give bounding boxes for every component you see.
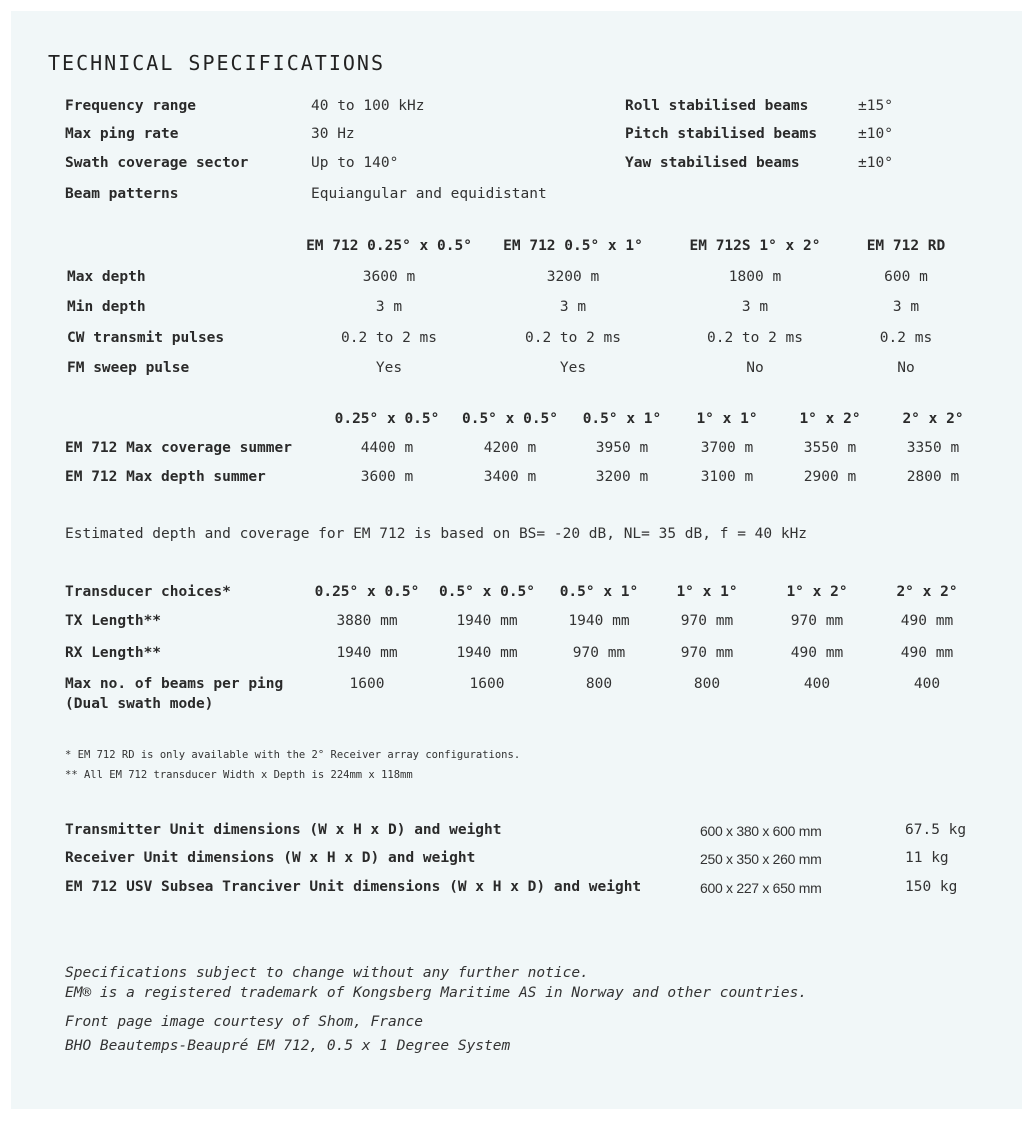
table-cell: 1940 mm [456, 613, 518, 629]
table-cell: No [897, 360, 915, 376]
column-header: 1° x 1° [696, 411, 758, 427]
table-cell: 3880 mm [336, 613, 398, 629]
row-label: EM 712 USV Subsea Tranciver Unit dimensions (W x H x D) and weight [65, 879, 642, 895]
column-header: 0.5° x 1° [582, 411, 662, 427]
column-header: 0.5° x 0.5° [438, 584, 536, 600]
table-cell: 3100 m [700, 469, 754, 485]
table-cell: 3 m [892, 299, 920, 315]
table-cell: 490 mm [900, 645, 954, 661]
spec-value: Up to 140° [311, 155, 399, 171]
table-cell: 1940 mm [568, 613, 630, 629]
disclaimer-line: EM® is a registered trademark of Kongsberg Maritime AS in Norway and other countries. [65, 985, 808, 1001]
row-label-sub: (Dual swath mode) [65, 696, 214, 712]
table-cell: 3550 m [803, 440, 857, 456]
table-cell: 1800 m [728, 269, 782, 285]
row-label: EM 712 Max coverage summer [65, 440, 292, 456]
spec-value: ±15° [858, 98, 893, 114]
row-label: Max no. of beams per ping [65, 676, 284, 692]
table-cell: No [746, 360, 764, 376]
spec-value: ±10° [858, 155, 893, 171]
spec-label: Beam patterns [65, 186, 179, 202]
table-cell: 970 mm [680, 645, 734, 661]
column-header: 1° x 2° [786, 584, 848, 600]
table-cell: 490 mm [900, 613, 954, 629]
unit-dimensions: 600 x 227 x 650 mm [700, 880, 822, 896]
table-cell: 3600 m [360, 469, 414, 485]
spec-value: ±10° [858, 126, 893, 142]
table-cell: 1940 mm [336, 645, 398, 661]
table-cell: 3200 m [595, 469, 649, 485]
spec-label: Roll stabilised beams [625, 98, 809, 114]
row-label: CW transmit pulses [67, 330, 225, 346]
row-label: TX Length** [65, 613, 162, 629]
spec-value: Equiangular and equidistant [311, 186, 547, 202]
spec-label: Pitch stabilised beams [625, 126, 818, 142]
table-cell: Yes [375, 360, 403, 376]
table-cell: 3 m [741, 299, 769, 315]
table-cell: 3 m [375, 299, 403, 315]
table-cell: 0.2 to 2 ms [340, 330, 438, 346]
table-cell: 3700 m [700, 440, 754, 456]
page-title: TECHNICAL SPECIFICATIONS [48, 51, 385, 75]
table-cell: 3350 m [906, 440, 960, 456]
table-cell: 490 mm [790, 645, 844, 661]
row-label: Receiver Unit dimensions (W x H x D) and weight [65, 850, 476, 866]
footnote: ** All EM 712 transducer Width x Depth is 224mm x 118mm [65, 769, 413, 781]
spec-value: 30 Hz [311, 126, 355, 142]
column-header: 0.25° x 0.5° [314, 584, 420, 600]
unit-dimensions: 600 x 380 x 600 mm [700, 823, 822, 839]
footnote: * EM 712 RD is only available with the 2° Receiver array configurations. [65, 749, 521, 761]
table-cell: 400 [913, 676, 941, 692]
spec-label: Yaw stabilised beams [625, 155, 800, 171]
column-header: EM 712S 1° x 2° [689, 238, 821, 254]
spec-label: Frequency range [65, 98, 196, 114]
row-label: EM 712 Max depth summer [65, 469, 266, 485]
spec-value: 40 to 100 kHz [311, 98, 425, 114]
unit-weight: 67.5 kg [905, 822, 967, 838]
table-cell: Yes [559, 360, 587, 376]
table-cell: 1600 [469, 676, 505, 692]
unit-dimensions: 250 x 350 x 260 mm [700, 851, 822, 867]
column-header: 2° x 2° [902, 411, 964, 427]
table-cell: 4200 m [483, 440, 537, 456]
table-cell: 4400 m [360, 440, 414, 456]
table-cell: 970 mm [572, 645, 626, 661]
spec-sheet [11, 11, 1022, 1109]
table-cell: 0.2 to 2 ms [706, 330, 804, 346]
table-cell: 800 [585, 676, 613, 692]
column-header: EM 712 RD [866, 238, 946, 254]
table-cell: 970 mm [680, 613, 734, 629]
row-label: Transmitter Unit dimensions (W x H x D) and weight [65, 822, 502, 838]
table-cell: 0.2 ms [879, 330, 933, 346]
spec-label: Max ping rate [65, 126, 179, 142]
row-label: Min depth [67, 299, 146, 315]
column-header: EM 712 0.5° x 1° [503, 238, 643, 254]
column-header: EM 712 0.25° x 0.5° [306, 238, 472, 254]
table-cell: 1600 [349, 676, 385, 692]
table-cell: 3200 m [546, 269, 600, 285]
unit-weight: 150 kg [905, 879, 958, 895]
column-header: 1° x 1° [676, 584, 738, 600]
table-cell: 1940 mm [456, 645, 518, 661]
table-cell: 0.2 to 2 ms [524, 330, 622, 346]
table-cell: 800 [693, 676, 721, 692]
table-cell: 2800 m [906, 469, 960, 485]
disclaimer-line: Specifications subject to change without any further notice. [65, 965, 589, 981]
column-header: 0.5° x 0.5° [461, 411, 559, 427]
row-label: FM sweep pulse [67, 360, 190, 376]
image-credit: Front page image courtesy of Shom, France [65, 1014, 423, 1030]
row-label: Transducer choices* [65, 584, 231, 600]
table-cell: 600 m [884, 269, 928, 285]
table-cell: 3 m [559, 299, 587, 315]
row-label: Max depth [67, 269, 146, 285]
spec-label: Swath coverage sector [65, 155, 249, 171]
table-cell: 3600 m [362, 269, 416, 285]
table-cell: 3950 m [595, 440, 649, 456]
table-cell: 2900 m [803, 469, 857, 485]
table-cell: 970 mm [790, 613, 844, 629]
column-header: 1° x 2° [799, 411, 861, 427]
column-header: 0.5° x 1° [559, 584, 639, 600]
table-cell: 400 [803, 676, 831, 692]
row-label: RX Length** [65, 645, 162, 661]
table-cell: 3400 m [483, 469, 537, 485]
image-credit: BHO Beautemps-Beaupré EM 712, 0.5 x 1 Degree System [65, 1038, 511, 1054]
column-header: 2° x 2° [896, 584, 958, 600]
estimate-note: Estimated depth and coverage for EM 712 is based on BS= -20 dB, NL= 35 dB, f = 40 kHz [65, 526, 808, 542]
column-header: 0.25° x 0.5° [334, 411, 440, 427]
unit-weight: 11 kg [905, 850, 949, 866]
